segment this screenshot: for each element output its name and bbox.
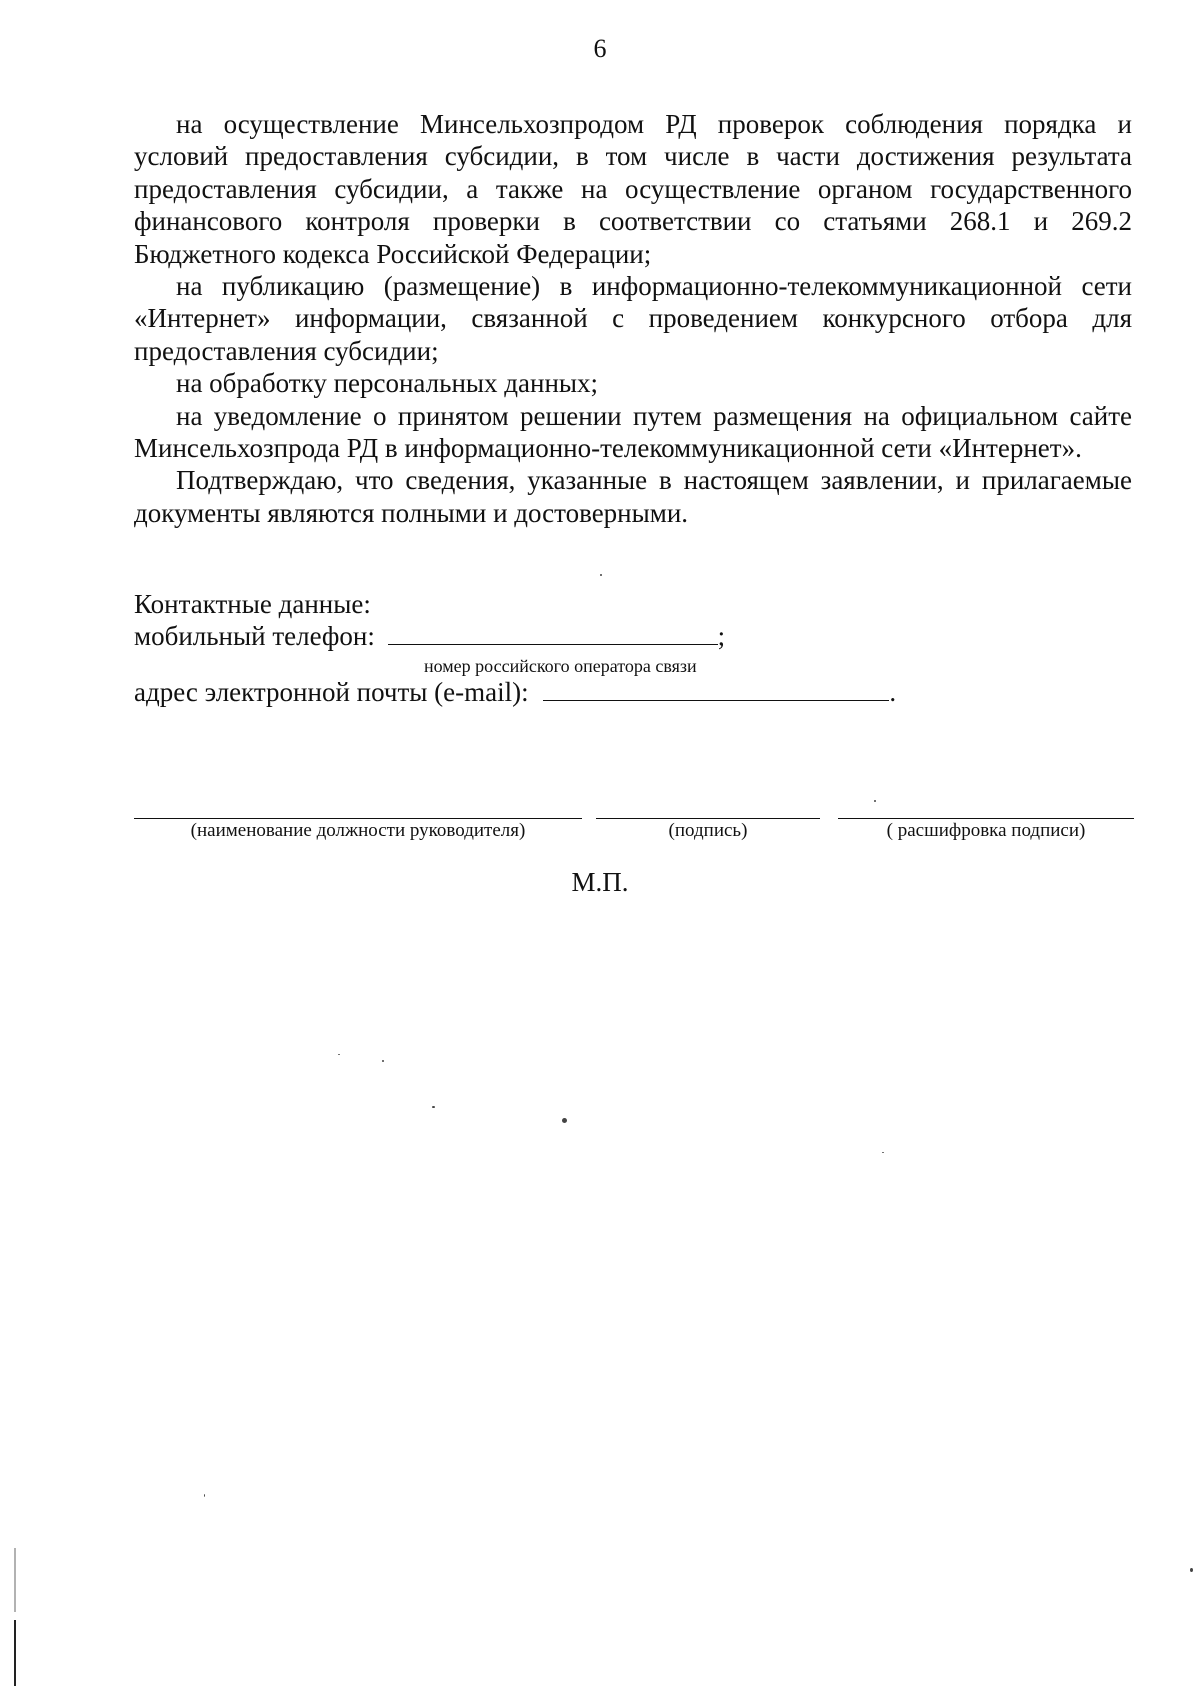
scan-speck [338,1054,340,1055]
phone-end-mark: ; [717,621,726,651]
phone-label: мобильный телефон: [134,621,375,651]
scan-speck [1190,1568,1193,1572]
scan-speck [882,1152,884,1153]
page-number: 6 [593,34,607,63]
phone-field[interactable] [388,620,718,645]
paragraph-publication-consent: на публикацию (размещение) в информационно-телекоммуникационной сети «Интернет» информации, связанной с проведением конкурсного отбора для предоставления субсидии; [134,271,1132,366]
signature-decoding-caption: ( расшифровка подписи) [886,820,1086,841]
stamp-place: М.П. [571,867,629,897]
contacts-heading: Контактные данные: [134,589,371,619]
consent-text [134,108,1132,529]
scan-edge-mark [14,1548,16,1612]
paragraph-notification-consent: на уведомление о принятом решении путем размещения на официальном сайте Минсельхозпрода РД в информационно-телекоммуникационной сети «Интернет». [134,400,1132,464]
paragraph-personal-data-consent: на обработку персональных данных; [176,368,599,399]
position-line[interactable] [134,818,582,819]
signature-caption: (подпись) [668,820,748,841]
scan-speck [874,800,876,802]
contact-section [134,588,896,708]
scan-speck [432,1106,435,1108]
email-end-mark: . [889,677,897,707]
email-row [134,676,896,708]
phone-row [134,620,896,652]
phone-hint: номер российского оператора связи [424,656,697,676]
email-label: адрес электронной почты (e-mail): [134,677,529,707]
signature-decoding-line[interactable] [838,818,1134,819]
scan-edge-mark [14,1620,16,1686]
scan-speck [600,574,602,576]
paragraph-inspection-consent: на осуществление Минсельхозпродом РД проверок соблюдения порядка и условий предоставления субсидии, в том числе в части достижения результата предоставления субсидии, а также на осуществление органом государственного финансового контроля проверки в соответствии со статьями 268.1 и 269.2 Бюджетного кодекса Российской Федерации; [134,109,1132,269]
scan-speck [562,1118,567,1123]
paragraph-confirmation: Подтверждаю, что сведения, указанные в настоящем заявлении, и прилагаемые документы являются полными и достоверными. [134,465,1132,528]
position-caption: (наименование должности руководителя) [190,820,526,841]
signature-line[interactable] [596,818,820,819]
scan-speck [204,1494,205,1497]
email-field[interactable] [543,676,889,701]
scan-speck [382,1060,384,1062]
